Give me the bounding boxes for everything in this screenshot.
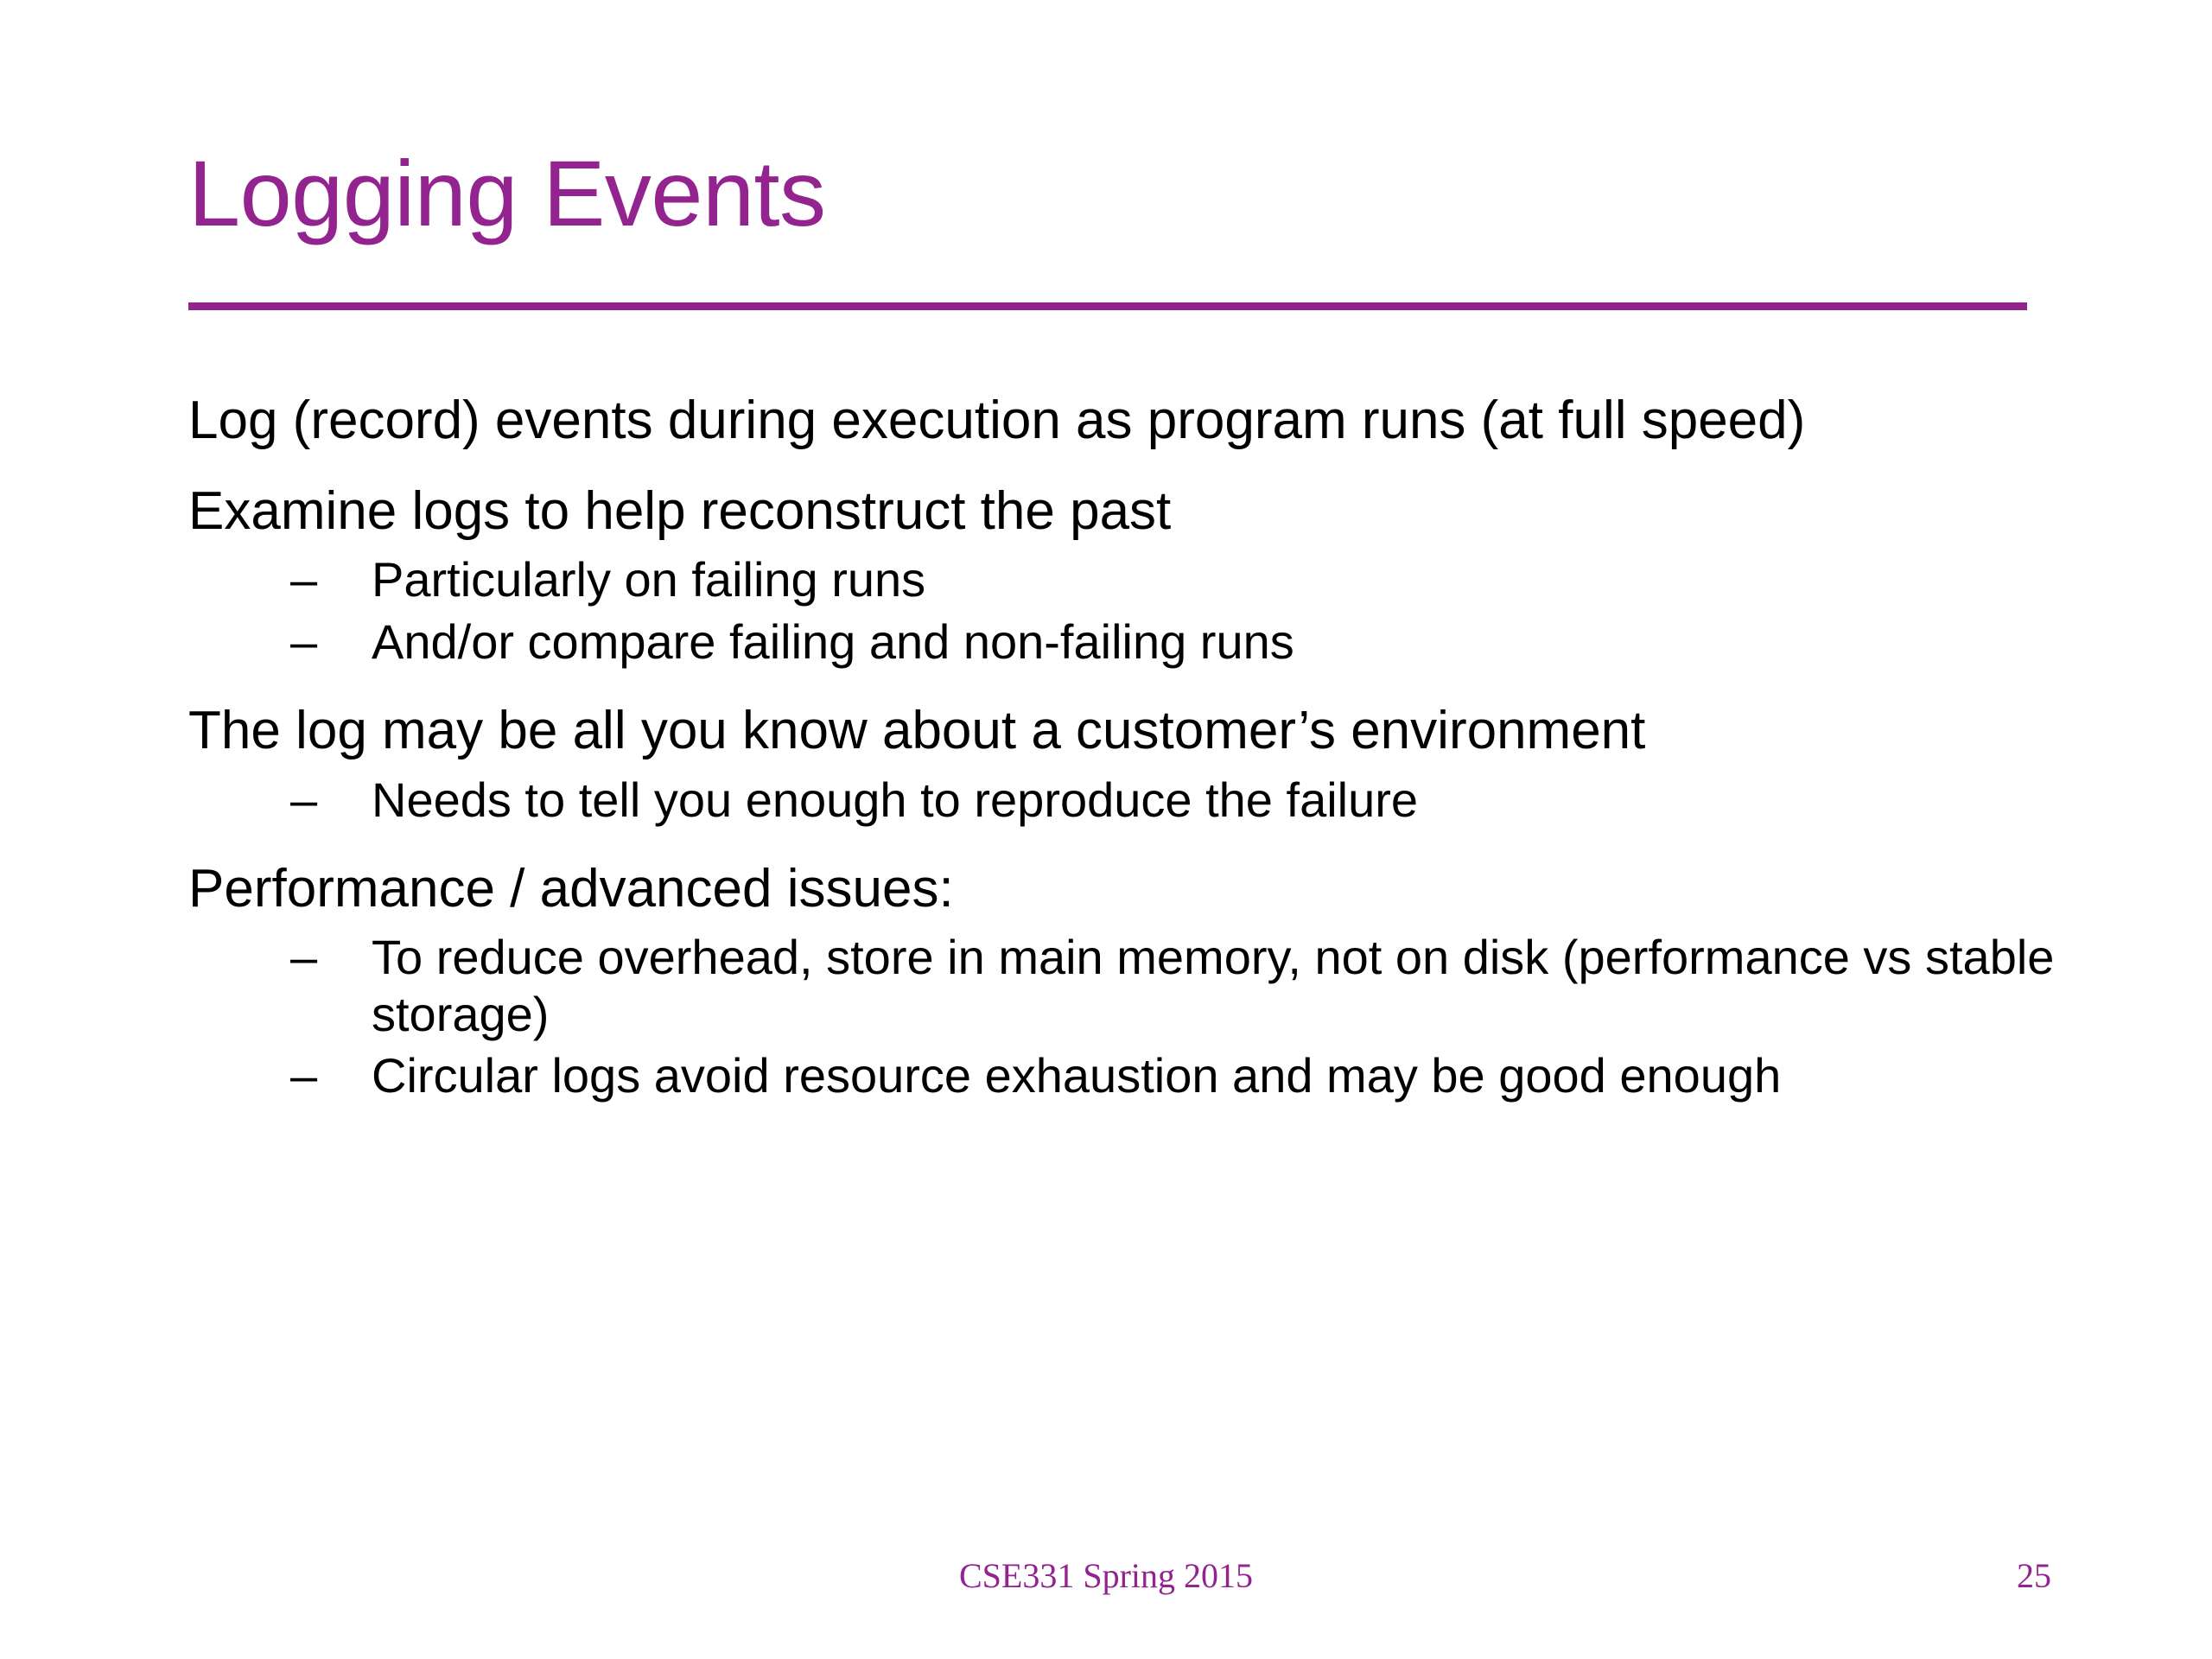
bullet-level2	[188, 1047, 2089, 1104]
dash-icon: –	[290, 552, 318, 607]
title-divider	[188, 302, 2027, 310]
bullet-level1: Examine logs to help reconstruct the past	[188, 481, 1172, 542]
bullet-level2-label: Particularly on failing runs	[372, 552, 926, 607]
page-title: Logging Events	[188, 141, 826, 245]
bullet-level1: The log may be all you know about a customer’s environment	[188, 701, 1646, 761]
sub-bullet-group	[188, 551, 2089, 670]
bullet-level2	[188, 551, 2089, 608]
bullet-level2-label: Circular logs avoid resource exhaustion and may be good enough	[372, 1048, 1782, 1103]
footer-page-number: 25	[2017, 1556, 2051, 1595]
dash-icon: –	[290, 1048, 318, 1103]
slide-body	[188, 389, 2089, 1134]
bullet-level1: Log (record) events during execution as program runs (at full speed)	[188, 391, 1806, 450]
sub-bullet-group	[188, 772, 2089, 829]
footer-course: CSE331 Spring 2015	[958, 1556, 1254, 1595]
bullet-level2	[188, 929, 2089, 1042]
bullet-level2	[188, 613, 2089, 671]
bullet-level2-label: And/or compare failing and non-failing runs	[372, 613, 1294, 669]
bullet-level2-label: To reduce overhead, store in main memory, not on disk (performance vs stable storage)	[372, 930, 2055, 1041]
sub-bullet-group	[188, 929, 2089, 1104]
bullet-level2	[188, 772, 2089, 829]
bullet-level2-label: Needs to tell you enough to reproduce the failure	[372, 772, 1419, 827]
dash-icon: –	[290, 930, 318, 985]
dash-icon: –	[290, 772, 318, 827]
bullet-level1: Performance / advanced issues:	[188, 859, 954, 919]
dash-icon: –	[290, 613, 318, 669]
